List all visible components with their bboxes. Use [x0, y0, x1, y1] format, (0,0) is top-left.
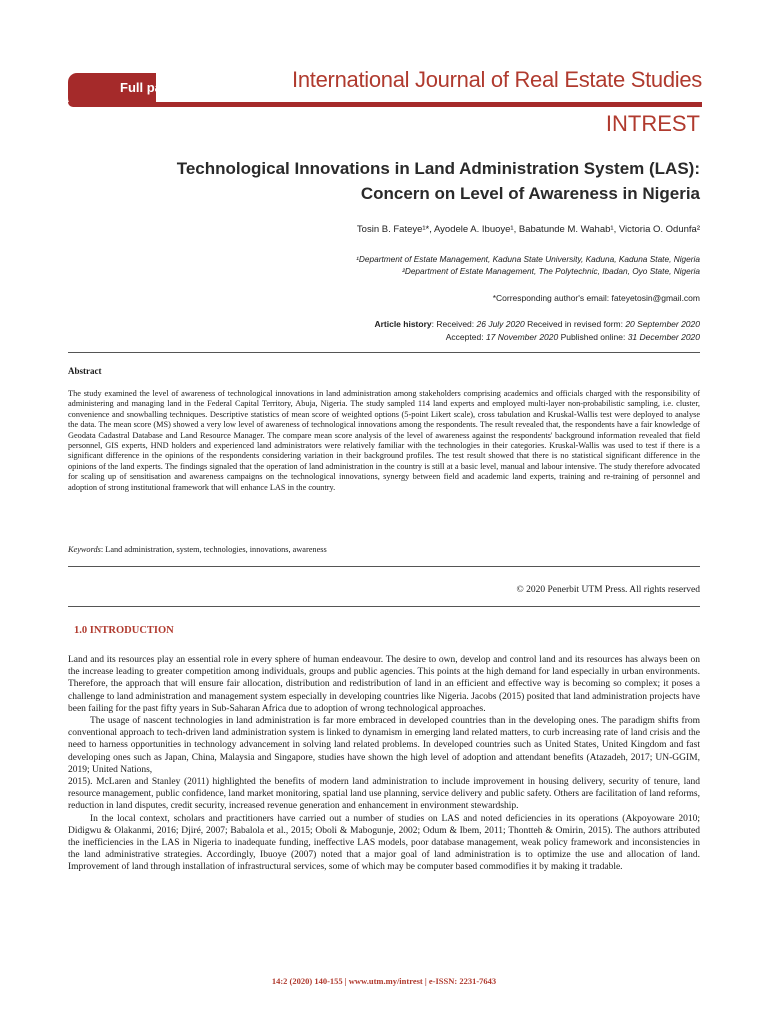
history-line-2	[374, 331, 700, 344]
revised-date: 20 September 2020	[625, 319, 700, 329]
keywords-list: : Land administration, system, technologies, innovations, awareness	[100, 545, 327, 554]
article-title-line-2: Concern on Level of Awareness in Nigeria	[360, 184, 700, 203]
paragraph-3: 2015). McLaren and Stanley (2011) highlighted the benefits of modern land administration to include improvement in housing delivery, security of tenure, land resource management, public confidence, land market monitoring, spatial land use planning, service delivery and public safety. Others are facilitation of land reforms, reduction in land disputes, credit security, increased revenue generation and enhancement in environment stewardship.	[68, 777, 700, 812]
introduction-heading: 1.0 INTRODUCTION	[74, 625, 174, 636]
received-date: 26 July 2020	[476, 319, 525, 329]
accepted-date: 17 November 2020	[485, 332, 559, 342]
accepted-label: Accepted:	[445, 332, 486, 342]
article-history	[374, 318, 700, 344]
affiliation-2: ²Department of Estate Management, The Polytechnic, Ibadan, Oyo State, Nigeria	[402, 266, 700, 276]
history-label: Article history	[374, 319, 432, 329]
divider-abstract	[68, 566, 700, 567]
paragraph-1: Land and its resources play an essential role in every sphere of human endeavour. The desire to own, develop and control land and its resources has always been on the increase leading to greater competition among individuals, groups and public agencies. This points at the high demand for land especially in urban environments. Therefore, the approach that will ensure fair allocation, distribution and redistribution of land in an efficient and effective way is becoming so complex; it poses a challenge to land administration and management system especially in developing countries like Nigeria. Jacobs (2015) posited that land administration projects have been failing for the past fifty years in Sub-Saharan Africa due to adoption of wrong technological approaches.	[68, 655, 700, 714]
author-list: Tosin B. Fateye¹*, Ayodele A. Ibuoye¹, Babatunde M. Wahab¹, Victoria O. Odunfa²	[356, 224, 700, 235]
header-rule	[68, 102, 702, 107]
keywords	[68, 545, 700, 554]
revised-label: Received in revised form:	[524, 319, 626, 329]
published-date: 31 December 2020	[627, 332, 700, 342]
paragraph-2: The usage of nascent technologies in land administration is far more embraced in developed countries than in the developing ones. The paradigm shifts from conventional approach to tech-driven land administration system is linked to dynamism in emerging land related matters, to curb increasing rate of land crisis and the need to harness opportunities in technology advancement in solving land related problems. In developed countries such as United States, United Kingdom and fast developing ones such as Japan, China, Malaysia and Singapore, studies have shown the high level of adoption and attendant benefits (Atazadeh, 2017; UN-GGIM, 2019; United Nations,	[68, 716, 700, 775]
header-tab-label: Full paper	[120, 80, 183, 95]
journal-abbreviation: INTREST	[605, 111, 700, 136]
abstract-text: The study examined the level of awareness of technological innovations in land administration among stakeholders comprising academics and officials charged with the responsibility of administering and managing land in the Federal Capital Territory, Abuja, Nigeria. The study sampled 114 land experts and employed multi-layer non-probabilistic sampling, i.e. cluster, convenience and snowballing techniques. Descriptive statistics of mean score of weighted options (5-point Likert scale), cross tabulation and Kruskal-Wallis test were deployed to analyse the data. The mean score (MS) showed a very low level of awareness of technological innovations among the respondents. The result revealed that, the respondents have a fair knowledge of Geodata Cadastral Database and Land Resource Manager. The compare mean score analysis of the level of awareness against the respondents' background information revealed that field personnel, GIS experts, HND holders and experienced land administrators were relatively familiar with the technologies in their categories. Kruskal-Wallis was used to test if there is a significant difference in the opinions of the respondents considering variation in their background profiles. The test result showed that there is no statistical significant difference in the opinions of the land experts. The findings signaled that the operation of land administration in the country is still at a basic level, manual and labour intensive. The study therefore advocated for scaling up of sensitisation and awareness campaigns on the technological innovations, synergy between field and academic land experts, training and re-training of personnel and adoption of strong institutional framework that will enhance LAS in the country.	[68, 389, 700, 492]
keywords-label: Keywords	[68, 545, 101, 554]
paragraph-4: In the local context, scholars and practitioners have carried out a number of studies on LAS and noted deficiencies in its operations (Akpoyoware 2010; Didigwu & Olakanmi, 2016; Djiré, 2007; Babalola et al., 2015; Oboli & Mabogunje, 2002; Odum & Ibem, 2011; Thontteh & Omirin, 2015). The authors attributed the inefficiencies in the LAS in Nigeria to inadequate funding, ineffective LAS models, poor database management, weak policy framework and inconsistencies in the land administrative strategies. Accordingly, Ibuoye (2007) noted that a major goal of land administration is to optimize the use and allocation of land. Improvement of land through installation of infrastructural services, some of which may be computer based commodifies it by making it tradable.	[68, 813, 700, 873]
abstract-heading: Abstract	[68, 366, 102, 376]
published-label: Published online:	[558, 332, 628, 342]
affiliations	[356, 253, 700, 277]
divider-top	[68, 352, 700, 353]
corresponding-author: *Corresponding author's email: fateyetosin@gmail.com	[492, 293, 700, 303]
received-label: : Received:	[431, 319, 477, 329]
journal-name: International Journal of Real Estate Studies	[292, 67, 702, 92]
introduction-body	[68, 654, 700, 874]
page-footer: 14:2 (2020) 140-155 | www.utm.my/intrest | e-ISSN: 2231-7643	[271, 976, 497, 986]
history-line-1	[374, 318, 700, 331]
article-title-line-1: Technological Innovations in Land Administration System (LAS):	[176, 159, 700, 178]
affiliation-1: ¹Department of Estate Management, Kaduna State University, Kaduna, Kaduna State, Nigeria	[356, 254, 700, 264]
article-title	[120, 156, 700, 206]
copyright-notice: © 2020 Penerbit UTM Press. All rights reserved	[516, 585, 700, 595]
divider-copyright	[68, 606, 700, 607]
